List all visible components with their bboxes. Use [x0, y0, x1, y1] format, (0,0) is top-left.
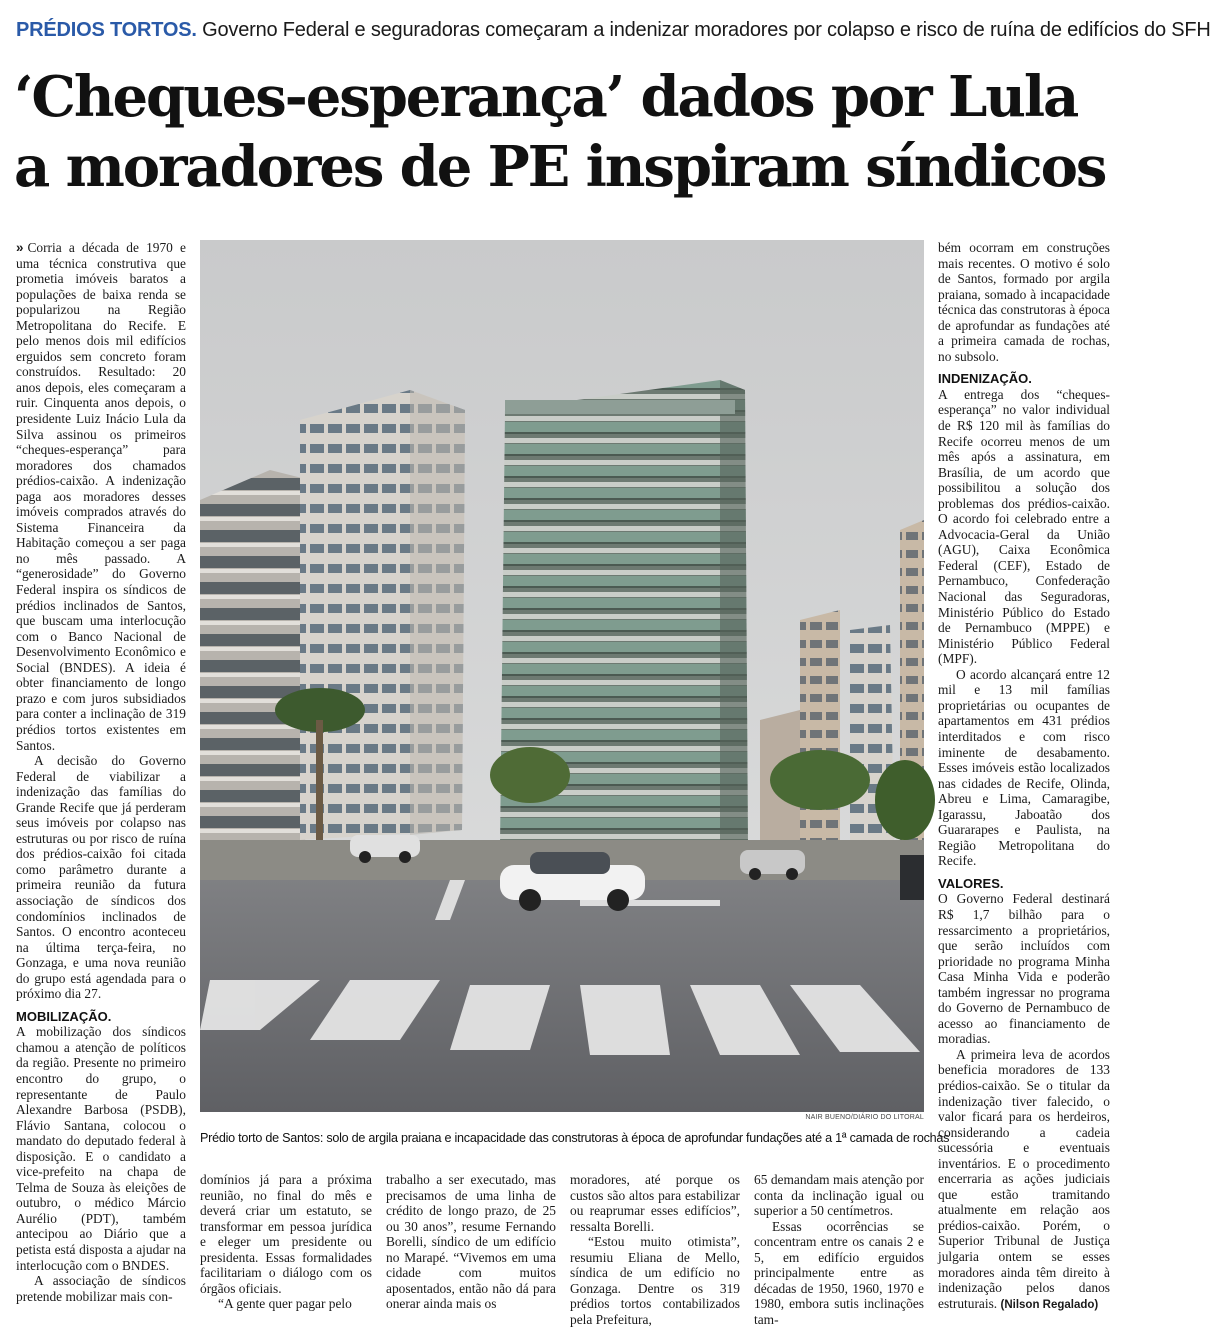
lead-marker-icon: »	[16, 240, 24, 255]
building-photo	[200, 240, 924, 1112]
lead-paragraph: » Corria a década de 1970 e uma técnica construtiva que prometia imóveis baratos a populações de baixa renda se popularizou na Região Metropolitana do Recife. E pelo menos dois mil edifícios erguidos sem concreto foram construídos. Resultado: 20 anos depois, eles começaram a ruir. Cinquenta anos depois, o presidente Luiz Inácio Lula da Silva assinou os primeiros “cheques-esperança” para moradores dos chamados prédios-caixão. A indenização paga aos moradores desses imóveis comprados através do Sistema Financeira da Habitação começou a ser paga no mês passado. A “generosidade” do Governo Federal inspira os síndicos de prédios inclinados de Santos, que buscam uma interlocução com o Banco Nacional de Desenvolvimento Econômico e Social (BNDES). A ideia é obter financiamento de longo prazo e com juros subsidiados para conter a inclinação de 319 prédios tortos existentes em Santos.	[16, 240, 186, 753]
author-signature: (Nilson Regalado)	[1000, 1298, 1099, 1311]
photo-credit: NAIR BUENO/DIÁRIO DO LITORAL	[805, 1114, 924, 1121]
article-column-1	[16, 240, 186, 1318]
article-column-3	[386, 1172, 556, 1318]
headline	[14, 62, 1119, 202]
paragraph: A mobilização dos síndicos chamou a atenção de políticos da região. Presente no primeiro encontro do grupo, o representante de Paulo Alexandre Barbosa (PSDB), Flávio Santana, colocou o mandato do deputado federal à disposição. E o candidato a vice-prefeito na chapa de Telma de Souza às eleições de outubro, o médico Márcio Aurélio (PDT), também antecipou ao Diário que a petista está disposta a ajudar na interlocução com o BNDES.	[16, 1024, 186, 1273]
kicker-subtitle: Governo Federal e seguradoras começaram a indenizar moradores por colapso e risco de ruína de edifícios do SFH	[202, 19, 1211, 41]
building-left-back-shade	[410, 390, 465, 835]
photo-caption: Prédio torto de Santos: solo de argila praiana e incapacidade das construtoras à época de aprofundar fundações até a 1ª camada de rochas	[200, 1131, 950, 1145]
section-heading-mobilizacao: MOBILIZAÇÃO.	[16, 1008, 112, 1024]
article-column-4	[570, 1172, 740, 1327]
paragraph: “A gente quer pagar pelo	[218, 1296, 352, 1312]
paragraph: moradores, até porque os custos são altos para estabilizar ou reaprumar esses edifícios”, ressalta Borelli.	[570, 1172, 740, 1234]
article-column-5	[754, 1172, 924, 1327]
paragraph: domínios já para a próxima reunião, no final do mês e deverá criar um estatuto, se transformar em pessoa jurídica e eleger um presidente ou presidenta. Essas formalidades facilitariam o diálogo com os órgãos oficiais.	[200, 1172, 372, 1296]
section-heading-indenizacao: INDENIZAÇÃO.	[938, 371, 1032, 387]
section-heading-valores: VALORES.	[938, 875, 1004, 891]
building-right-far	[800, 610, 840, 880]
tree-right-edge	[875, 760, 935, 840]
kicker	[16, 18, 1211, 42]
paragraph: 65 demandam mais atenção por conta da inclinação igual ou superior a 50 centímetros.	[754, 1172, 924, 1219]
paragraph: O acordo alcançará entre 12 mil e 13 mil famílias proprietárias ou ocupantes de apartamentos em 431 prédios interditados e com risco iminente de desabamento. Esses imóveis estão localizados nas cidades de Recife, Olinda, Abreu e Lima, Camaragibe, Igarassu, Jaboatão dos Guararapes e Paulista, na Região Metropolitana do Recife.	[938, 666, 1110, 869]
tower-crown	[505, 400, 735, 414]
paragraph: A associação de síndicos pretende mobilizar mais con-	[16, 1273, 186, 1304]
paragraph: O Governo Federal destinará R$ 1,7 bilhão para o ressarcimento a proprietários, que serão incluídos com prioridade no programa Minha Casa Minha Vida e poderão também ingressar no programa do Governo de Pernambuco de acesso ao financiamento de moradias.	[938, 891, 1110, 1047]
paragraph: A entrega dos “cheques-esperança” no valor individual de R$ 120 mil às famílias do Recife ocorreu menos de um mês após a assinatura, em Brasília, de um acordo que possibilitou a solução dos problemas dos prédios-caixão. O acordo foi celebrado entre a Advocacia-Geral da União (AGU), Caixa Econômica Federal (CEF), Estado de Pernambuco, Confederação Nacional das Seguradoras, Ministério Público do Estado de Pernambuco (MPPE) e Ministério Público Federal (MPF).	[938, 386, 1110, 667]
article-column-2	[200, 1172, 372, 1318]
tree-center	[490, 747, 570, 803]
paragraph: trabalho a ser executado, mas precisamos de uma linha de crédito de longo prazo, de 25 ou 30 anos”, resume Fernando Borelli, síndico de um edifício no Marapé. “Vivemos em uma cidade com muitos aposentados, então não dá para onerar ainda mais os	[386, 1172, 556, 1312]
paragraph: bém ocorram em construções mais recentes. O motivo é solo de Santos, formado por argila praiana, somado à incapacidade técnica das construtoras à época de aprofundar as fundações até a primeira camada de rochas, no subsolo.	[938, 240, 1110, 364]
tree-right	[770, 750, 870, 810]
article-column-6	[938, 240, 1110, 1318]
palm-tree-trunk	[316, 720, 323, 860]
paragraph: A decisão do Governo Federal de viabilizar a indenização das famílias do Grande Recife que já perderam seus imóveis por colapso nas estruturas ou por risco de ruína dos prédios-caixão foi citada como parâmetro durante a primeira reunião da futura associação de síndicos dos condomínios inclinados de Santos. O encontro aconteceu na última terça-feira, no Gonzaga, e uma nova reunião do grupo está agendada para o próximo dia 27.	[16, 753, 186, 1002]
kicker-tag: PRÉDIOS TORTOS.	[16, 19, 197, 41]
paragraph: Essas ocorrências se concentram entre os canais 2 e 5, em edifício erguidos principalmente entre as décadas de 1950, 1960, 1970 e 1980, embora sutis inclinações tam-	[754, 1218, 924, 1327]
paragraph: A primeira leva de acordos beneficia moradores de 133 prédios-caixão. Se o titular da indenização tiver falecido, o valor ficará para os herdeiros, considerando a cadeia sucessória e eventuais inventários. E o procedimento encerraria as ações judiciais que estão tramitando atualmente em relação aos prédios-caixão. Porém, o Superior Tribunal de Justiça julgaria ontem se esses moradores ainda têm direito à indenização pelos danos estruturais. (Nilson Regalado)	[938, 1046, 1110, 1311]
headline-line-2: a moradores de PE inspiram síndicos	[14, 134, 1106, 200]
paragraph: “Estou muito otimista”, resumiu Eliana de Mello, síndica de um edifício no Gonzaga. Dentre os 319 prédios tortos contabilizados pela Prefeitura,	[570, 1234, 740, 1327]
building-left-front	[200, 470, 310, 860]
tall-tower-side	[720, 380, 748, 850]
headline-line-1: ‘Cheques-esperança’ dados por Lula	[14, 64, 1078, 130]
dark-car-edge	[900, 855, 924, 900]
